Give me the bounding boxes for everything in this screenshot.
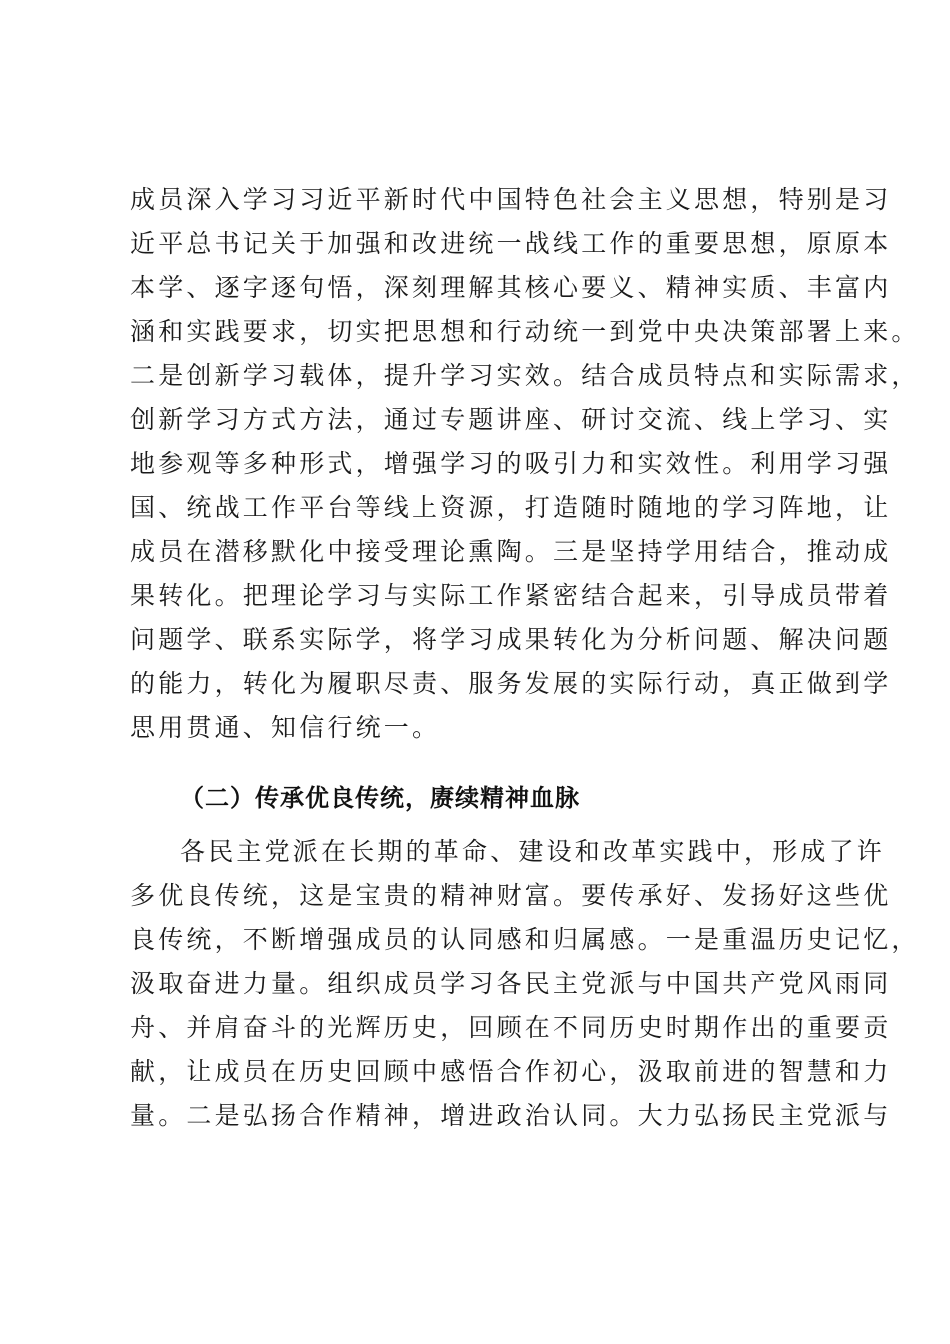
section-heading: （二）传承优良传统，赓续精神血脉	[180, 784, 580, 812]
text-line: 的能力，转化为履职尽责、服务发展的实际行动，真正做到学	[130, 669, 892, 698]
text-line: 涵和实践要求，切实把思想和行动统一到党中央决策部署上来。	[130, 317, 920, 346]
text-line: 近平总书记关于加强和改进统一战线工作的重要思想，原原本	[130, 229, 892, 258]
text-line: 成员在潜移默化中接受理论熏陶。三是坚持学用结合，推动成	[130, 537, 892, 566]
text-line: 国、统战工作平台等线上资源，打造随时随地的学习阵地，让	[130, 493, 892, 522]
text-line: 本学、逐字逐句悟，深刻理解其核心要义、精神实质、丰富内	[130, 273, 892, 302]
text-line: 思用贯通、知信行统一。	[130, 713, 441, 742]
text-line: 成员深入学习习近平新时代中国特色社会主义思想，特别是习	[130, 185, 892, 214]
text-line: 舟、并肩奋斗的光辉历史，回顾在不同历史时期作出的重要贡	[130, 1013, 892, 1042]
text-line: 良传统，不断增强成员的认同感和归属感。一是重温历史记忆，	[130, 925, 920, 954]
text-line: 问题学、联系实际学，将学习成果转化为分析问题、解决问题	[130, 625, 892, 654]
text-line: 汲取奋进力量。组织成员学习各民主党派与中国共产党风雨同	[130, 969, 892, 998]
text-line: 量。二是弘扬合作精神，增进政治认同。大力弘扬民主党派与	[130, 1101, 892, 1130]
text-line: 果转化。把理论学习与实际工作紧密结合起来，引导成员带着	[130, 581, 892, 610]
text-line: 创新学习方式方法，通过专题讲座、研讨交流、线上学习、实	[130, 405, 892, 434]
text-line: 地参观等多种形式，增强学习的吸引力和实效性。利用学习强	[130, 449, 892, 478]
text-line: 各民主党派在长期的革命、建设和改革实践中，形成了许	[180, 837, 886, 866]
text-line: 二是创新学习载体，提升学习实效。结合成员特点和实际需求，	[130, 361, 920, 390]
text-line: 多优良传统，这是宝贵的精神财富。要传承好、发扬好这些优	[130, 881, 892, 910]
text-line: 献，让成员在历史回顾中感悟合作初心，汲取前进的智慧和力	[130, 1057, 892, 1086]
